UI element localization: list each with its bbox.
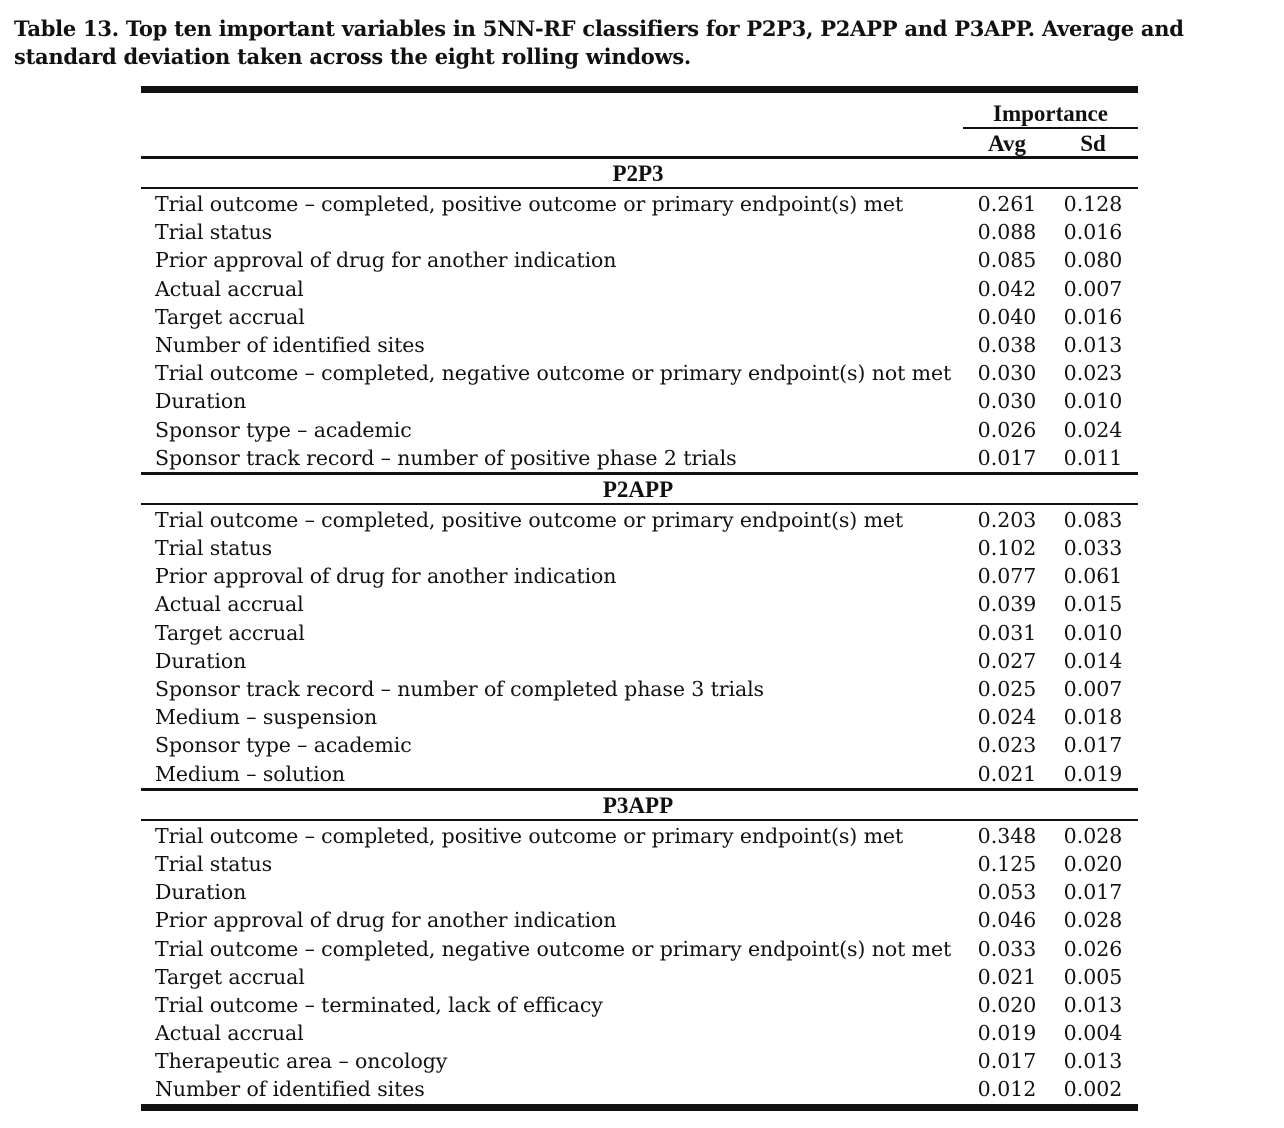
sd-value: 0.083 bbox=[1063, 507, 1123, 532]
table-row bbox=[141, 760, 1138, 788]
table-body bbox=[141, 156, 1138, 1104]
importance-header: Importance bbox=[993, 101, 1108, 126]
sd-value: 0.016 bbox=[1063, 220, 1123, 245]
variable-name: Sponsor type – academic bbox=[155, 417, 412, 442]
variable-name: Prior approval of drug for another indication bbox=[155, 564, 617, 589]
section-title: P2APP bbox=[602, 476, 674, 502]
variable-name: Trial outcome – completed, positive outcome or primary endpoint(s) met bbox=[155, 507, 904, 532]
avg-value: 0.102 bbox=[977, 536, 1037, 561]
sd-value: 0.028 bbox=[1063, 908, 1123, 933]
sd-value: 0.017 bbox=[1063, 880, 1123, 905]
table-row bbox=[141, 218, 1138, 246]
table-row bbox=[141, 275, 1138, 303]
avg-value: 0.023 bbox=[977, 733, 1037, 758]
sd-value: 0.014 bbox=[1063, 648, 1123, 673]
sd-value: 0.017 bbox=[1063, 733, 1123, 758]
table-row bbox=[141, 703, 1138, 731]
sd-value: 0.013 bbox=[1063, 992, 1123, 1017]
avg-value: 0.024 bbox=[977, 705, 1037, 730]
variable-name: Prior approval of drug for another indication bbox=[155, 908, 617, 933]
avg-value: 0.030 bbox=[977, 389, 1037, 414]
sd-value: 0.061 bbox=[1063, 564, 1123, 589]
table-row bbox=[141, 991, 1138, 1019]
sd-value: 0.005 bbox=[1063, 964, 1123, 989]
table-row bbox=[141, 387, 1138, 415]
variable-name: Trial outcome – completed, negative outcome or primary endpoint(s) not met bbox=[155, 936, 952, 961]
table-row bbox=[141, 246, 1138, 274]
avg-value: 0.020 bbox=[977, 992, 1037, 1017]
sd-value: 0.002 bbox=[1063, 1077, 1123, 1102]
table-row bbox=[141, 906, 1138, 934]
avg-value: 0.042 bbox=[977, 276, 1037, 301]
avg-value: 0.021 bbox=[977, 964, 1037, 989]
avg-value: 0.088 bbox=[977, 220, 1037, 245]
table-row bbox=[141, 506, 1138, 534]
table-row bbox=[141, 963, 1138, 991]
variable-name: Sponsor track record – number of completed phase 3 trials bbox=[155, 677, 764, 701]
table-row bbox=[141, 675, 1138, 703]
avg-value: 0.021 bbox=[977, 761, 1037, 786]
sd-value: 0.020 bbox=[1063, 851, 1123, 876]
avg-value: 0.046 bbox=[977, 908, 1037, 933]
avg-value: 0.125 bbox=[977, 851, 1037, 876]
variable-name: Trial outcome – completed, positive outcome or primary endpoint(s) met bbox=[155, 192, 904, 216]
avg-value: 0.031 bbox=[977, 620, 1037, 645]
variable-name: Therapeutic area – oncology bbox=[155, 1049, 448, 1074]
variable-name: Medium – solution bbox=[155, 761, 345, 786]
avg-value: 0.040 bbox=[977, 304, 1037, 329]
avg-value: 0.027 bbox=[977, 648, 1037, 673]
avg-value: 0.085 bbox=[977, 248, 1037, 273]
avg-column-header: Avg bbox=[988, 131, 1026, 156]
table-row bbox=[141, 619, 1138, 647]
importance-table bbox=[141, 86, 1138, 1111]
importance-underline bbox=[963, 127, 1138, 129]
sd-value: 0.018 bbox=[1063, 705, 1123, 730]
table-row bbox=[141, 1019, 1138, 1047]
sd-value: 0.013 bbox=[1063, 1049, 1123, 1074]
avg-value: 0.030 bbox=[977, 361, 1037, 386]
sd-value: 0.019 bbox=[1063, 761, 1123, 786]
variable-name: Sponsor track record – number of positive phase 2 trials bbox=[155, 445, 737, 470]
table-row bbox=[141, 359, 1138, 387]
sd-value: 0.010 bbox=[1063, 389, 1123, 414]
avg-value: 0.053 bbox=[977, 880, 1037, 905]
sd-value: 0.033 bbox=[1063, 536, 1123, 561]
section-title: P2P3 bbox=[612, 161, 664, 186]
variable-name: Number of identified sites bbox=[155, 332, 425, 357]
section-title: P3APP bbox=[602, 792, 674, 818]
table-row bbox=[141, 822, 1138, 850]
top-rule bbox=[141, 86, 1138, 93]
table-header bbox=[141, 93, 1138, 156]
sd-value: 0.080 bbox=[1063, 248, 1123, 273]
variable-name: Trial status bbox=[155, 536, 273, 561]
table-row bbox=[141, 1047, 1138, 1075]
variable-name: Duration bbox=[155, 389, 247, 414]
sd-value: 0.010 bbox=[1063, 620, 1123, 645]
avg-value: 0.025 bbox=[977, 677, 1037, 701]
variable-name: Target accrual bbox=[155, 620, 305, 645]
avg-value: 0.039 bbox=[977, 592, 1037, 617]
variable-name: Target accrual bbox=[155, 304, 305, 329]
avg-value: 0.019 bbox=[977, 1021, 1037, 1046]
sd-value: 0.015 bbox=[1063, 592, 1123, 617]
variable-name: Duration bbox=[155, 648, 247, 673]
avg-value: 0.077 bbox=[977, 564, 1037, 589]
sd-value: 0.028 bbox=[1063, 823, 1123, 848]
table-caption: Table 13. Top ten important variables in 5NN-RF classifiers for P2P3, P2APP and P3APP. Average and standard deviation taken across the eight rolling windows. bbox=[14, 16, 1184, 69]
sd-value: 0.007 bbox=[1063, 276, 1123, 301]
table-row bbox=[141, 303, 1138, 331]
sd-value: 0.007 bbox=[1063, 677, 1123, 701]
table-row bbox=[141, 562, 1138, 590]
variable-name: Actual accrual bbox=[155, 1021, 304, 1046]
section-rows bbox=[141, 821, 1138, 1104]
avg-value: 0.203 bbox=[977, 507, 1037, 532]
variable-name: Trial outcome – completed, negative outcome or primary endpoint(s) not met bbox=[155, 361, 952, 386]
section-title-row bbox=[141, 791, 1138, 819]
table-row bbox=[141, 935, 1138, 963]
variable-name: Trial status bbox=[155, 220, 273, 245]
section-rows bbox=[141, 505, 1138, 788]
table-row bbox=[141, 850, 1138, 878]
sd-value: 0.004 bbox=[1063, 1021, 1123, 1046]
avg-value: 0.033 bbox=[977, 936, 1037, 961]
avg-value: 0.017 bbox=[977, 445, 1037, 470]
sd-value: 0.024 bbox=[1063, 417, 1123, 442]
sd-value: 0.016 bbox=[1063, 304, 1123, 329]
variable-name: Medium – suspension bbox=[155, 705, 378, 730]
variable-name: Target accrual bbox=[155, 964, 305, 989]
table-row bbox=[141, 534, 1138, 562]
table-row bbox=[141, 331, 1138, 359]
table-row bbox=[141, 731, 1138, 759]
variable-name: Trial outcome – completed, positive outcome or primary endpoint(s) met bbox=[155, 823, 904, 848]
table-row bbox=[141, 190, 1138, 218]
table-row bbox=[141, 878, 1138, 906]
variable-name: Prior approval of drug for another indication bbox=[155, 248, 617, 273]
sd-column-header: Sd bbox=[1080, 131, 1106, 156]
variable-name: Sponsor type – academic bbox=[155, 733, 412, 758]
variable-name: Actual accrual bbox=[155, 592, 304, 617]
variable-name: Duration bbox=[155, 880, 247, 905]
variable-name: Number of identified sites bbox=[155, 1077, 425, 1102]
sd-value: 0.023 bbox=[1063, 361, 1123, 386]
sd-value: 0.128 bbox=[1063, 192, 1123, 216]
avg-value: 0.012 bbox=[977, 1077, 1037, 1102]
avg-value: 0.348 bbox=[977, 823, 1037, 848]
section-rows bbox=[141, 189, 1138, 472]
avg-value: 0.261 bbox=[977, 192, 1037, 216]
variable-name: Trial status bbox=[155, 851, 273, 876]
table-row bbox=[141, 1075, 1138, 1103]
avg-value: 0.017 bbox=[977, 1049, 1037, 1074]
sd-value: 0.026 bbox=[1063, 936, 1123, 961]
sd-value: 0.013 bbox=[1063, 332, 1123, 357]
section-title-row bbox=[141, 475, 1138, 503]
section-title-row bbox=[141, 159, 1138, 187]
table-row bbox=[141, 444, 1138, 472]
bottom-rule bbox=[141, 1104, 1138, 1111]
avg-value: 0.038 bbox=[977, 332, 1037, 357]
avg-value: 0.026 bbox=[977, 417, 1037, 442]
table-row bbox=[141, 647, 1138, 675]
table-row bbox=[141, 590, 1138, 618]
table-row bbox=[141, 416, 1138, 444]
sd-value: 0.011 bbox=[1063, 445, 1123, 470]
variable-name: Actual accrual bbox=[155, 276, 304, 301]
variable-name: Trial outcome – terminated, lack of efficacy bbox=[155, 992, 603, 1017]
